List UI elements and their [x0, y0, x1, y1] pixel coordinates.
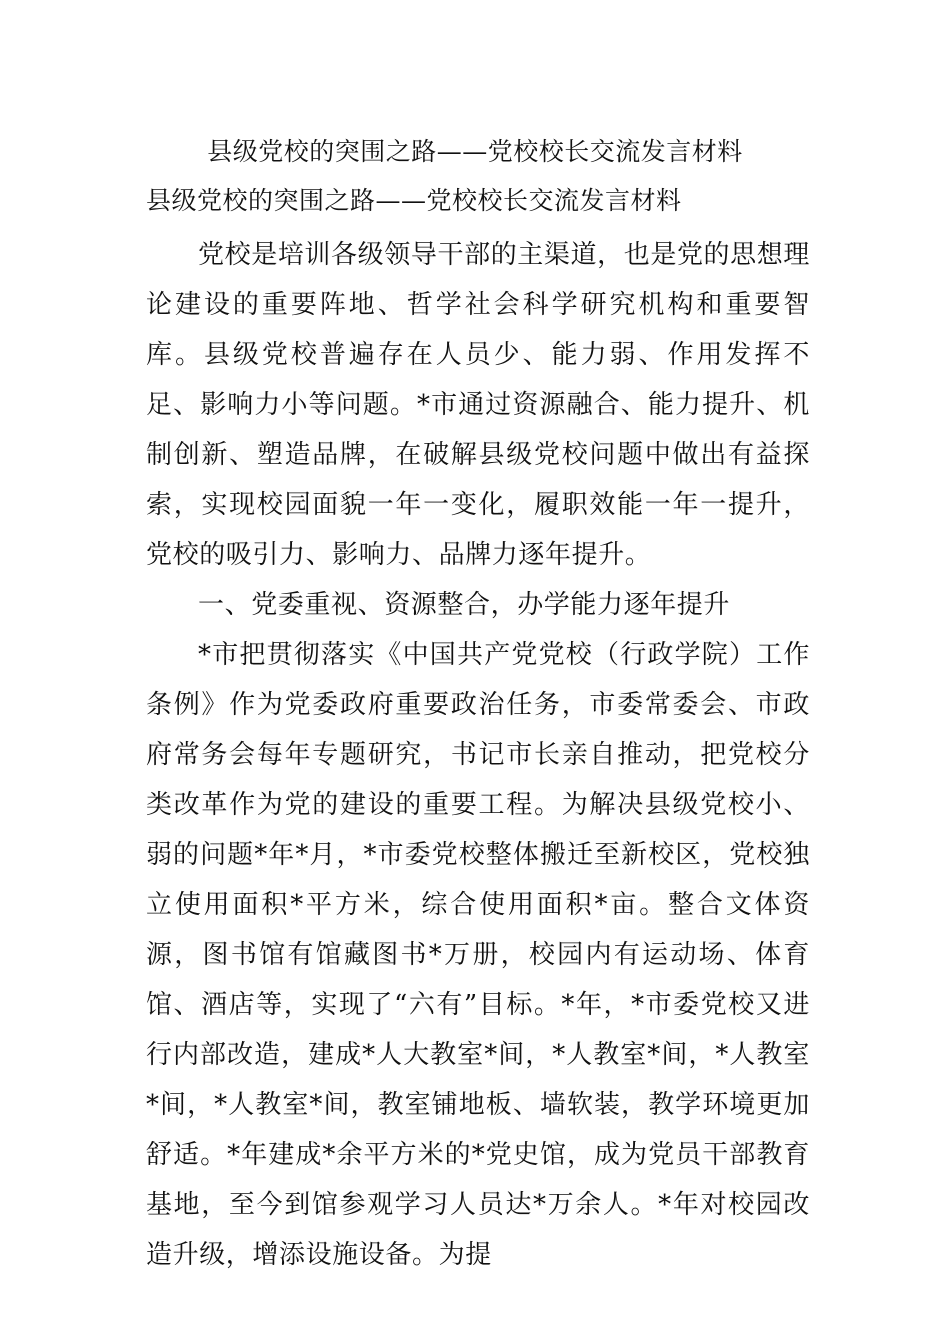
document-title: 县级党校的突围之路——党校校长交流发言材料 [207, 137, 743, 166]
intro-paragraph: 党校是培训各级领导干部的主渠道，也是党的思想理论建设的重要阵地、哲学社会科学研究机构和重要智库。县级党校普遍存在人员少、能力弱、作用发挥不足、影响力小等问题。*市通过资源融合、能力提升、机制创新、塑造品牌，在破解县级党校问题中做出有益探索，实现校园面貌一年一变化，履职效能一年一提升，党校的吸引力、影响力、品牌力逐年提升。 [146, 240, 810, 570]
document-body [146, 230, 810, 1280]
section-paragraph: *市把贯彻落实《中国共产党党校（行政学院）工作条例》作为党委政府重要政治任务，市委常委会、市政府常务会每年专题研究，书记市长亲自推动，把党校分类改革作为党的建设的重要工程。为解决县级党校小、弱的问题*年*月，*市委党校整体搬迁至新校区，党校独立使用面积*平方米，综合使用面积*亩。整合文体资源，图书馆有馆藏图书*万册，校园内有运动场、体育馆、酒店等，实现了“六有”目标。*年，*市委党校又进行内部改造，建成*人大教室*间，*人教室*间，*人教室*间，*人教室*间，教室铺地板、墙软装，教学环境更加舒适。*年建成*余平方米的*党史馆，成为党员干部教育基地，至今到馆参观学习人员达*万余人。*年对校园改造升级，增添设施设备。为提 [146, 640, 810, 1270]
document-subtitle: 县级党校的突围之路——党校校长交流发言材料 [146, 186, 682, 215]
section-heading: 一、党委重视、资源整合，办学能力逐年提升 [198, 590, 731, 620]
